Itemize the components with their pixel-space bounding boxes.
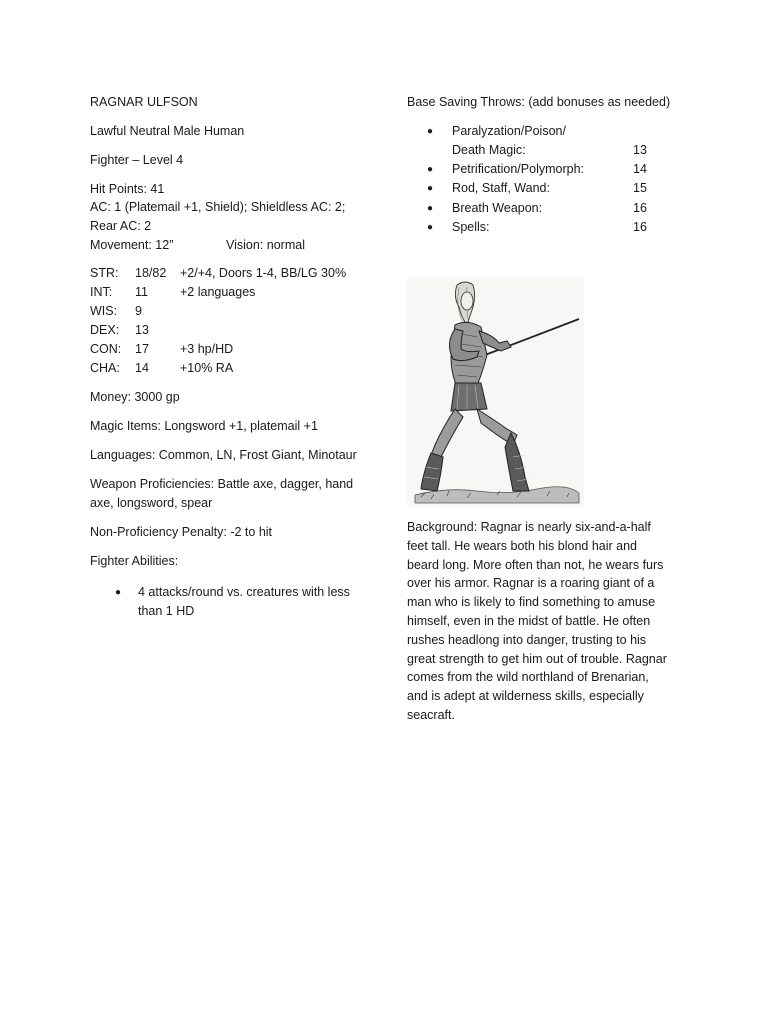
bullet-icon: ● [427,203,434,214]
rear-ac: Rear AC: 2 [90,219,152,233]
languages: Languages: Common, LN, Frost Giant, Minotaur [90,448,357,462]
ability-item-cont: than 1 HD [138,604,195,618]
stat-value: 11 [135,285,148,299]
save-label-cont: Death Magic: [452,143,526,157]
background-line: himself, even in the midst of battle. He often [407,613,651,628]
background-line: comes from the wild northland of Brenarian, [407,670,649,685]
save-value: 13 [633,143,647,157]
saving-throws-heading: Base Saving Throws: (add bonuses as needed) [407,95,671,109]
save-value: 15 [633,181,647,195]
background-line: rushes headlong into danger, trusting to his [407,632,647,647]
armor-class: AC: 1 (Platemail +1, Shield); Shieldless AC: 2; [90,200,346,214]
weapon-proficiencies-cont: axe, longsword, spear [90,496,213,510]
stat-name: DEX: [90,323,120,337]
bullet-icon: ● [427,164,434,175]
alignment: Lawful Neutral Male Human [90,124,245,138]
stat-name: CHA: [90,361,120,375]
background-line: seacraft. [407,707,455,722]
background-line: feet tall. He wears both his blond hair and [407,538,637,553]
background-line: and is adept at wilderness skills, especially [407,689,644,704]
bullet-icon: ● [427,183,434,194]
background-line: great strength to get him out of trouble. Ragnar [407,651,667,666]
weapon-proficiencies: Weapon Proficiencies: Battle axe, dagger, hand [90,477,354,491]
class-level: Fighter – Level 4 [90,153,184,167]
save-label: Spells: [452,220,490,234]
character-name: RAGNAR ULFSON [90,95,198,109]
hit-points: Hit Points: 41 [90,182,165,196]
background-line: man who is likely to find something to amuse [407,595,656,610]
vision: Vision: normal [226,238,305,252]
stat-bonus: +2/+4, Doors 1-4, BB/LG 30% [180,266,347,280]
ability-item: 4 attacks/round vs. creatures with less [138,585,350,599]
fighter-abilities-heading: Fighter Abilities: [90,554,179,568]
stat-name: INT: [90,285,113,299]
bullet-icon: ● [427,222,434,233]
warrior-sketch [407,277,584,507]
save-label: Breath Weapon: [452,201,543,215]
stat-value: 9 [135,304,142,318]
stat-bonus: +2 languages [180,285,256,299]
background-line: beard long. More often than not, he wears furs [407,557,664,572]
stat-bonus: +3 hp/HD [180,342,234,356]
non-proficiency-penalty: Non-Proficiency Penalty: -2 to hit [90,525,273,539]
stat-bonus: +10% RA [180,361,234,375]
save-label: Paralyzation/Poison/ [452,124,566,138]
background-paragraph [407,518,672,725]
money: Money: 3000 gp [90,390,180,404]
save-value: 16 [633,201,647,215]
stat-value: 14 [135,361,149,375]
stat-value: 13 [135,323,149,337]
stat-name: WIS: [90,304,118,318]
bullet-icon: ● [427,126,434,137]
background-line: over his armor. Ragnar is a roaring giant of a [407,576,655,591]
stat-name: CON: [90,342,122,356]
bullet-icon: ● [115,587,122,598]
stat-value: 18/82 [135,266,167,280]
save-value: 14 [633,162,647,176]
background-line: Background: Ragnar is nearly six-and-a-half [407,520,651,534]
save-label: Rod, Staff, Wand: [452,181,550,195]
stat-name: STR: [90,266,119,280]
magic-items: Magic Items: Longsword +1, platemail +1 [90,419,318,433]
save-label: Petrification/Polymorph: [452,162,585,176]
warrior-illustration [407,277,584,507]
stat-value: 17 [135,342,149,356]
save-value: 16 [633,220,647,234]
movement: Movement: 12” [90,238,174,252]
